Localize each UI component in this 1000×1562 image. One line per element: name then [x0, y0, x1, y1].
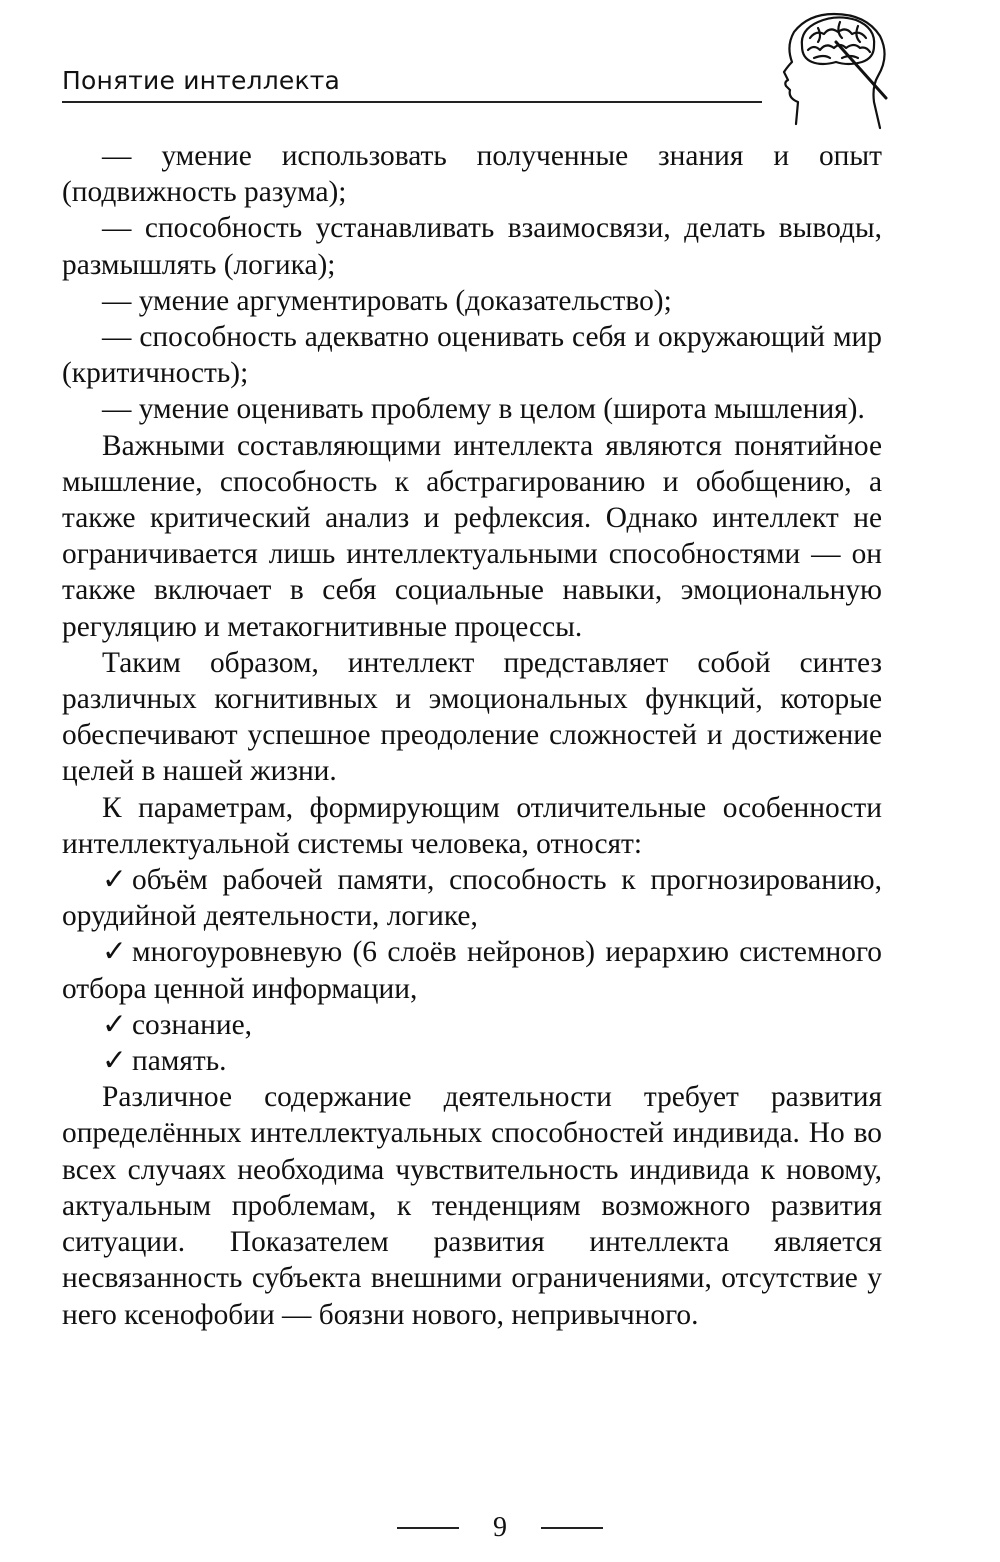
paragraph-synthesis: Таким образом, интеллект представляет собой синтез различных когнитивных и эмоциональных функций, которые обеспечивают успешное преодоление сложностей и достижение целей в нашей жизни. — [62, 646, 882, 788]
bullet-item-breadth: — умение оценивать проблему в целом (широта мышления). — [102, 393, 865, 426]
page-body — [62, 138, 882, 1333]
check-mark-icon: ✓ — [102, 864, 127, 897]
bullet-item-logic: — способность устанавливать взаимосвязи, делать выводы, размышлять (логика); — [62, 212, 882, 281]
header-rule — [62, 101, 762, 103]
checklist-item-text: память. — [132, 1045, 227, 1078]
paragraph-components: Важными составляющими интеллекта являются понятийное мышление, способность к абстрагированию и обобщению, а также критический анализ и рефлексия. Однако интеллект не ограничивается лишь интеллектуальными способностями — он также включает в себя социальные навыки, эмоциональную регуляцию и метакогнитивные процессы. — [62, 429, 882, 643]
footer-dash-left — [397, 1527, 459, 1529]
head-brain-icon — [774, 6, 894, 136]
checklist-item-text: объём рабочей памяти, способность к прогнозированию, орудийной деятельности, логике, — [62, 864, 882, 933]
page-number: 9 — [493, 1512, 507, 1543]
check-mark-icon: ✓ — [102, 936, 127, 969]
checklist-item-text: многоуровневую (6 слоёв нейронов) иерархию системного отбора ценной информации, — [62, 936, 882, 1005]
check-mark-icon: ✓ — [102, 1008, 127, 1041]
running-header-title: Понятие интеллекта — [62, 66, 341, 95]
footer-dash-right — [541, 1527, 603, 1529]
checklist-item-text: сознание, — [132, 1008, 252, 1041]
bullet-item-proof: — умение аргументировать (доказательство); — [102, 284, 672, 317]
paragraph-closing: Различное содержание деятельности требует развития определённых интеллектуальных способностей индивида. Но во всех случаях необходима чувствительность индивида к новому, актуальным проблемам, к тенденциям возможного развития ситуации. Показателем развития интеллекта является несвязанность субъекта внешними ограничениями, отсутствие у него ксенофобии — боязни нового, непривычного. — [62, 1081, 882, 1331]
bullet-item-criticality: — способность адекватно оценивать себя и окружающий мир (критичность); — [62, 321, 882, 390]
checklist-item — [62, 1007, 882, 1043]
checklist-item — [62, 934, 882, 1006]
checklist-item — [62, 862, 882, 934]
checklist-item — [62, 1043, 882, 1079]
page-footer — [0, 1512, 1000, 1544]
paragraph-parameters-intro: К параметрам, формирующим отличительные особенности интеллектуальной системы человека, относят: — [62, 791, 882, 860]
bullet-item-mobility: — умение использовать полученные знания и опыт (подвижность разума); — [62, 140, 882, 209]
check-mark-icon: ✓ — [102, 1045, 127, 1078]
